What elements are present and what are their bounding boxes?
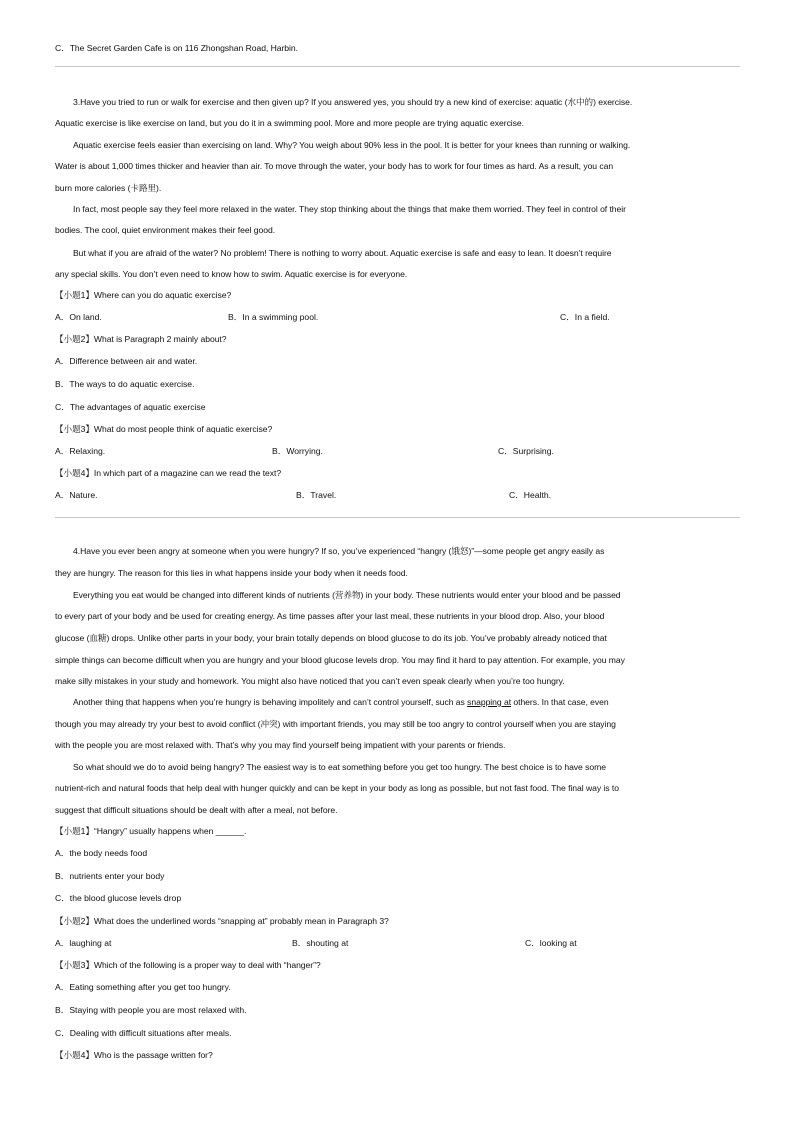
p3-q2-option-a[interactable]: A．Difference between air and water. <box>55 356 198 366</box>
p3-q3-option-c[interactable]: C．Surprising. <box>498 446 554 456</box>
p4-line-6: simple things can become difficult when you are hungry and your blood glucose levels drop. You may find it hard to pay attention. For example, you may <box>55 655 625 665</box>
p3-line-4: Water is about 1,000 times thicker and heavier than air. To move through the water, your body has to work for four times as hard. As a result, you can <box>55 161 614 171</box>
p3-line-6: In fact, most people say they feel more relaxed in the water. They stop thinking about the things that make them worried. They feel in control of their <box>73 204 626 214</box>
p4-line-8-text: Another thing that happens when you’re hungry is behaving impolitely and can’t control yourself, such as <box>73 697 465 707</box>
section-divider <box>55 517 740 518</box>
p4-question-1: 【小题1】“Hangry” usually happens when ______. <box>55 826 247 836</box>
p4-question-2: 【小题2】What does the underlined words “snapping at” probably mean in Paragraph 3? <box>55 916 389 926</box>
p4-line-7: make silly mistakes in your study and homework. You might also have noticed that you can’t even speak clearly when you’re too hungry. <box>55 676 565 686</box>
p4-line-1: 4.Have you ever been angry at someone when you were hungry? If so, you’ve experienced “hangry (饿怒)”—some people get angry easily as <box>73 546 605 556</box>
p3-line-5: burn more calories (卡路里). <box>55 183 162 193</box>
p4-line-10: with the people you are most relaxed with. That’s why you may find yourself being impatient with your parents or friends. <box>55 740 506 750</box>
p3-q2-option-b[interactable]: B．The ways to do aquatic exercise. <box>55 379 195 389</box>
option-c-line: C．The Secret Garden Cafe is on 116 Zhongshan Road, Harbin. <box>55 43 298 53</box>
p4-q2-option-a[interactable]: A．laughing at <box>55 938 112 948</box>
p3-line-1: 3.Have you tried to run or walk for exercise and then given up? If you answered yes, you should try a new kind of exercise: aquatic (水中的) exercise. <box>73 97 633 107</box>
p4-line-5: glucose (血糖) drops. Unlike other parts in your body, your brain totally depends on blood glucose to do its job. You’ve probably already noticed that <box>55 633 607 643</box>
p3-q3-option-b[interactable]: B．Worrying. <box>272 446 323 456</box>
p3-line-9: any special skills. You don’t even need to know how to swim. Aquatic exercise is for everyone. <box>55 269 408 279</box>
p4-q3-option-a[interactable]: A．Eating something after you get too hungry. <box>55 982 231 992</box>
p4-q2-option-c[interactable]: C．looking at <box>525 938 577 948</box>
p4-question-3: 【小题3】Which of the following is a proper way to deal with “hanger”? <box>55 960 321 970</box>
p4-q3-option-c[interactable]: C．Dealing with difficult situations after meals. <box>55 1028 232 1038</box>
p3-line-8: But what if you are afraid of the water? No problem! There is nothing to worry about. Aquatic exercise is safe and easy to lean. It doesn’t require <box>73 248 612 258</box>
section-divider <box>55 66 740 67</box>
p3-q4-option-b[interactable]: B．Travel. <box>296 490 337 500</box>
p4-line-11: So what should we do to avoid being hangry? The easiest way is to eat something before you get too hungry. The best choice is to have some <box>73 762 606 772</box>
p4-question-4: 【小题4】Who is the passage written for? <box>55 1050 213 1060</box>
p4-q1-option-c[interactable]: C．the blood glucose levels drop <box>55 893 182 903</box>
p4-q1-option-b[interactable]: B．nutrients enter your body <box>55 871 165 881</box>
p4-line-3: Everything you eat would be changed into different kinds of nutrients (营养物) in your body. These nutrients would enter your blood and be passed <box>73 590 621 600</box>
p3-question-2: 【小题2】What is Paragraph 2 mainly about? <box>55 334 227 344</box>
p3-q2-option-c[interactable]: C．The advantages of aquatic exercise <box>55 402 206 412</box>
p3-q4-option-c[interactable]: C．Health. <box>509 490 552 500</box>
p3-q4-option-a[interactable]: A．Nature. <box>55 490 98 500</box>
underlined-words: snapping at <box>467 697 512 707</box>
p4-line-8 <box>73 696 745 708</box>
p4-line-12: nutrient-rich and natural foods that help deal with hunger quickly and can be kept in your body as long as possible, but not fast food. The final way is to <box>55 783 619 793</box>
p3-line-7: bodies. The cool, quiet environment makes their feel good. <box>55 225 276 235</box>
p3-question-1: 【小题1】Where can you do aquatic exercise? <box>55 290 232 300</box>
p3-q1-option-c[interactable]: C．In a field. <box>560 312 610 322</box>
p4-line-13: suggest that difficult situations should be dealt with after a meal, not before. <box>55 805 338 815</box>
p4-q3-option-b[interactable]: B．Staying with people you are most relaxed with. <box>55 1005 247 1015</box>
p3-line-2: Aquatic exercise is like exercise on land, but you do it in a swimming pool. More and more people are trying aquatic exercise. <box>55 118 524 128</box>
p4-q2-option-b[interactable]: B．shouting at <box>292 938 349 948</box>
p3-line-3: Aquatic exercise feels easier than exercising on land. Why? You weigh about 90% less in the pool. It is better for your knees than running or walking. <box>73 140 631 150</box>
p4-line-8-tail: others. In that case, even <box>513 697 609 707</box>
p4-line-9: though you may already try your best to avoid conflict (冲突) with important friends, you may still be too angry to control yourself when you are staying <box>55 719 616 729</box>
p4-line-2: they are hungry. The reason for this lies in what happens inside your body when it needs food. <box>55 568 408 578</box>
p3-question-3: 【小题3】What do most people think of aquatic exercise? <box>55 424 273 434</box>
p3-q3-option-a[interactable]: A．Relaxing. <box>55 446 106 456</box>
p4-line-4: to every part of your body and be used for creating energy. As time passes after your last meal, these nutrients in your blood drop. Also, your blood <box>55 611 605 621</box>
p4-q1-option-a[interactable]: A．the body needs food <box>55 848 148 858</box>
p3-question-4: 【小题4】In which part of a magazine can we read the text? <box>55 468 282 478</box>
p3-q1-option-a[interactable]: A．On land. <box>55 312 102 322</box>
p3-q1-option-b[interactable]: B．In a swimming pool. <box>228 312 319 322</box>
